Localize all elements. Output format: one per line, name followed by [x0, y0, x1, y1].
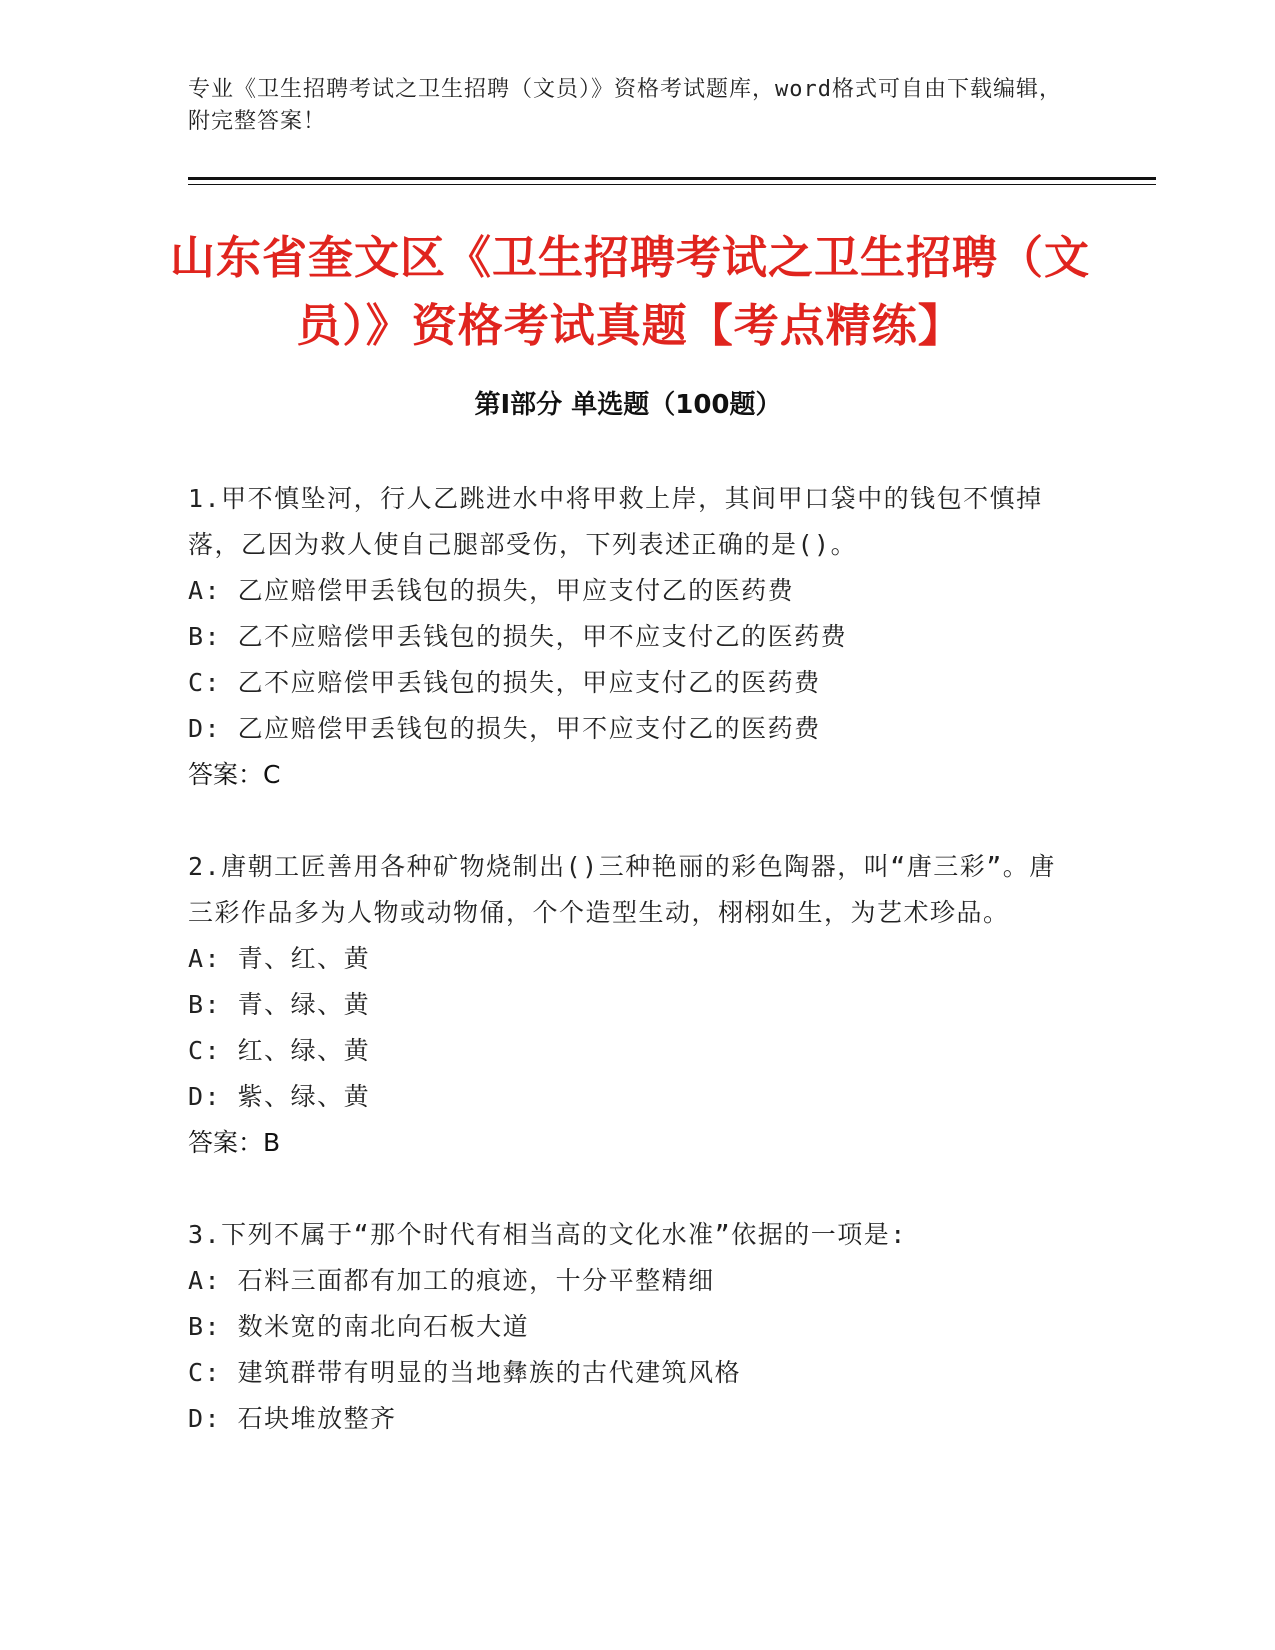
- option-c: C: 乙不应赔偿甲丢钱包的损失，甲应支付乙的医药费: [188, 668, 821, 697]
- header-rule-thin: [188, 184, 1156, 185]
- header-note: 专业《卫生招聘考试之卫生招聘（文员）》资格考试题库，word格式可自由下载编辑，附完整答案！: [188, 77, 1062, 134]
- option-d: D: 紫、绿、黄: [188, 1082, 371, 1111]
- question-stem: 1.甲不慎坠河，行人乙跳进水中将甲救上岸，其间甲口袋中的钱包不慎掉落，乙因为救人使自己腿部受伤，下列表述正确的是()。: [188, 484, 1043, 559]
- question-stem: 2.唐朝工匠善用各种矿物烧制出()三种艳丽的彩色陶器，叫“唐三彩”。唐三彩作品多为人物或动物俑，个个造型生动，栩栩如生，为艺术珍品。: [188, 852, 1056, 927]
- header-rule-thick: [188, 177, 1156, 180]
- option-b: B: 乙不应赔偿甲丢钱包的损失，甲不应支付乙的医药费: [188, 622, 848, 651]
- section-title: 第Ⅰ部分 单选题（100题）: [474, 390, 782, 420]
- answer-label: 答案：C: [188, 760, 281, 789]
- option-b: B: 青、绿、黄: [188, 990, 371, 1019]
- question-list: [188, 476, 1068, 1488]
- option-a: A: 乙应赔偿甲丢钱包的损失，甲应支付乙的医药费: [188, 576, 795, 605]
- option-c: C: 红、绿、黄: [188, 1036, 371, 1065]
- option-a: A: 石料三面都有加工的痕迹，十分平整精细: [188, 1266, 715, 1295]
- option-d: D: 石块堆放整齐: [188, 1404, 397, 1433]
- question-stem: 3.下列不属于“那个时代有相当高的文化水准”依据的一项是:: [188, 1220, 907, 1249]
- question-1: [188, 476, 1068, 798]
- question-2: [188, 844, 1068, 1166]
- document-title: 山东省奎文区《卫生招聘考试之卫生招聘（文员）》资格考试真题【考点精练】: [169, 231, 1090, 352]
- option-c: C: 建筑群带有明显的当地彝族的古代建筑风格: [188, 1358, 742, 1387]
- option-a: A: 青、红、黄: [188, 944, 371, 973]
- answer-label: 答案：B: [188, 1128, 281, 1157]
- question-3: [188, 1212, 1068, 1442]
- option-d: D: 乙应赔偿甲丢钱包的损失，甲不应支付乙的医药费: [188, 714, 821, 743]
- option-b: B: 数米宽的南北向石板大道: [188, 1312, 530, 1341]
